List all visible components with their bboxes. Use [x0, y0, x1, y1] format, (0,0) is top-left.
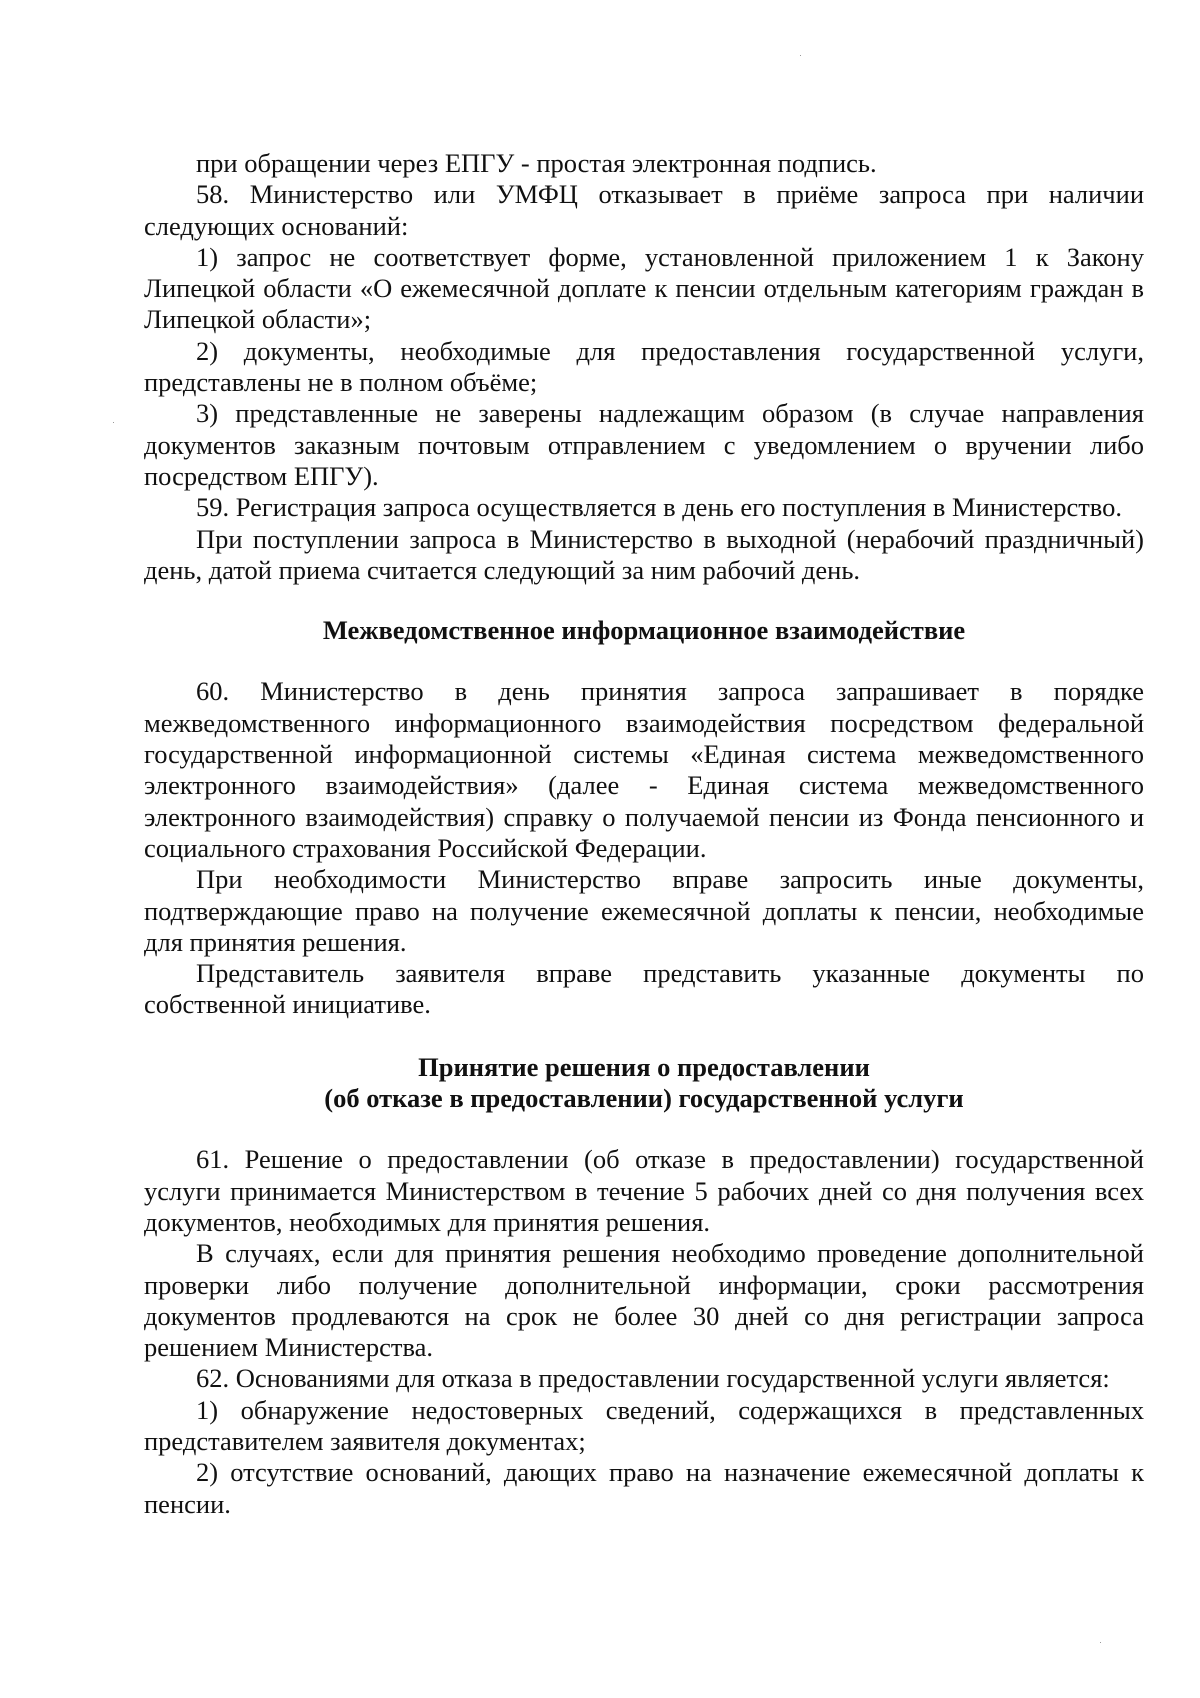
section-heading-interagency: Межведомственное информационное взаимодействие	[322, 615, 966, 646]
paragraph-58-item-2: 2) документы, необходимые для предоставления государственной услуги, представлены не в полном объёме;	[144, 335, 1144, 398]
paragraph-62-item-1: 1) обнаружение недостоверных сведений, содержащихся в представленных представителем заявителя документах;	[144, 1394, 1144, 1456]
section-heading-decision-line-1: Принятие решения о предоставлении	[418, 1051, 870, 1082]
scan-speck	[800, 55, 801, 56]
paragraph-61: 61. Решение о предоставлении (об отказе в предоставлении) государственной услуги принимается Министерством в течение 5 рабочих дней со дня получения всех документов, необходимых для принятия решения.	[144, 1144, 1144, 1237]
paragraph-59: 59. Регистрация запроса осуществляется в день его поступления в Министерство.	[196, 492, 1123, 523]
paragraph-62: 62. Основаниями для отказа в предоставлении государственной услуги является:	[196, 1363, 1110, 1394]
paragraph-60-other-docs: При необходимости Министерство вправе запросить иные документы, подтверждающие право на получение ежемесячной доплаты к пенсии, необходимые для принятия решения.	[144, 864, 1144, 957]
scan-speck	[113, 422, 114, 423]
paragraph-signature: при обращении через ЕПГУ - простая электронная подпись.	[196, 148, 877, 178]
scan-speck	[1100, 1642, 1101, 1643]
paragraph-59-holiday: При поступлении запроса в Министерство в выходной (нерабочий праздничный) день, датой приема считается следующий за ним рабочий день.	[144, 523, 1144, 585]
section-heading-decision-line-2: (об отказе в предоставлении) государственной услуги	[324, 1083, 964, 1114]
paragraph-60-initiative: Представитель заявителя вправе представить указанные документы по собственной инициативе.	[144, 958, 1144, 1020]
document-page	[144, 148, 1144, 1520]
paragraph-61-extension: В случаях, если для принятия решения необходимо проведение дополнительной проверки либо получение дополнительной информации, сроки рассмотрения документов продлеваются на срок не более 30 дней со дня регистрации запроса решением Министерства.	[144, 1238, 1144, 1363]
paragraph-58-item-3: 3) представленные не заверены надлежащим образом (в случае направления документов заказным почтовым отправлением с уведомлением о вручении либо посредством ЕПГУ).	[144, 398, 1144, 491]
paragraph-60: 60. Министерство в день принятия запроса запрашивает в порядке межведомственного информационного взаимодействия посредством федеральной государственной информационной системы «Единая система межведомственного электронного взаимодействия» (далее - Единая система межведомственного электронного взаимодействия) справку о получаемой пенсии из Фонда пенсионного и социального страхования Российской Федерации.	[144, 676, 1144, 863]
section-heading-decision	[144, 1052, 1144, 1115]
paragraph-58-item-1: 1) запрос не соответствует форме, установленной приложением 1 к Закону Липецкой области «О ежемесячной доплате к пенсии отдельным категориям граждан в Липецкой области»;	[144, 241, 1144, 335]
paragraph-58: 58. Министерство или УМФЦ отказывает в приёме запроса при наличии следующих оснований:	[144, 179, 1144, 241]
paragraph-62-item-2: 2) отсутствие оснований, дающих право на назначение ежемесячной доплаты к пенсии.	[144, 1457, 1144, 1519]
